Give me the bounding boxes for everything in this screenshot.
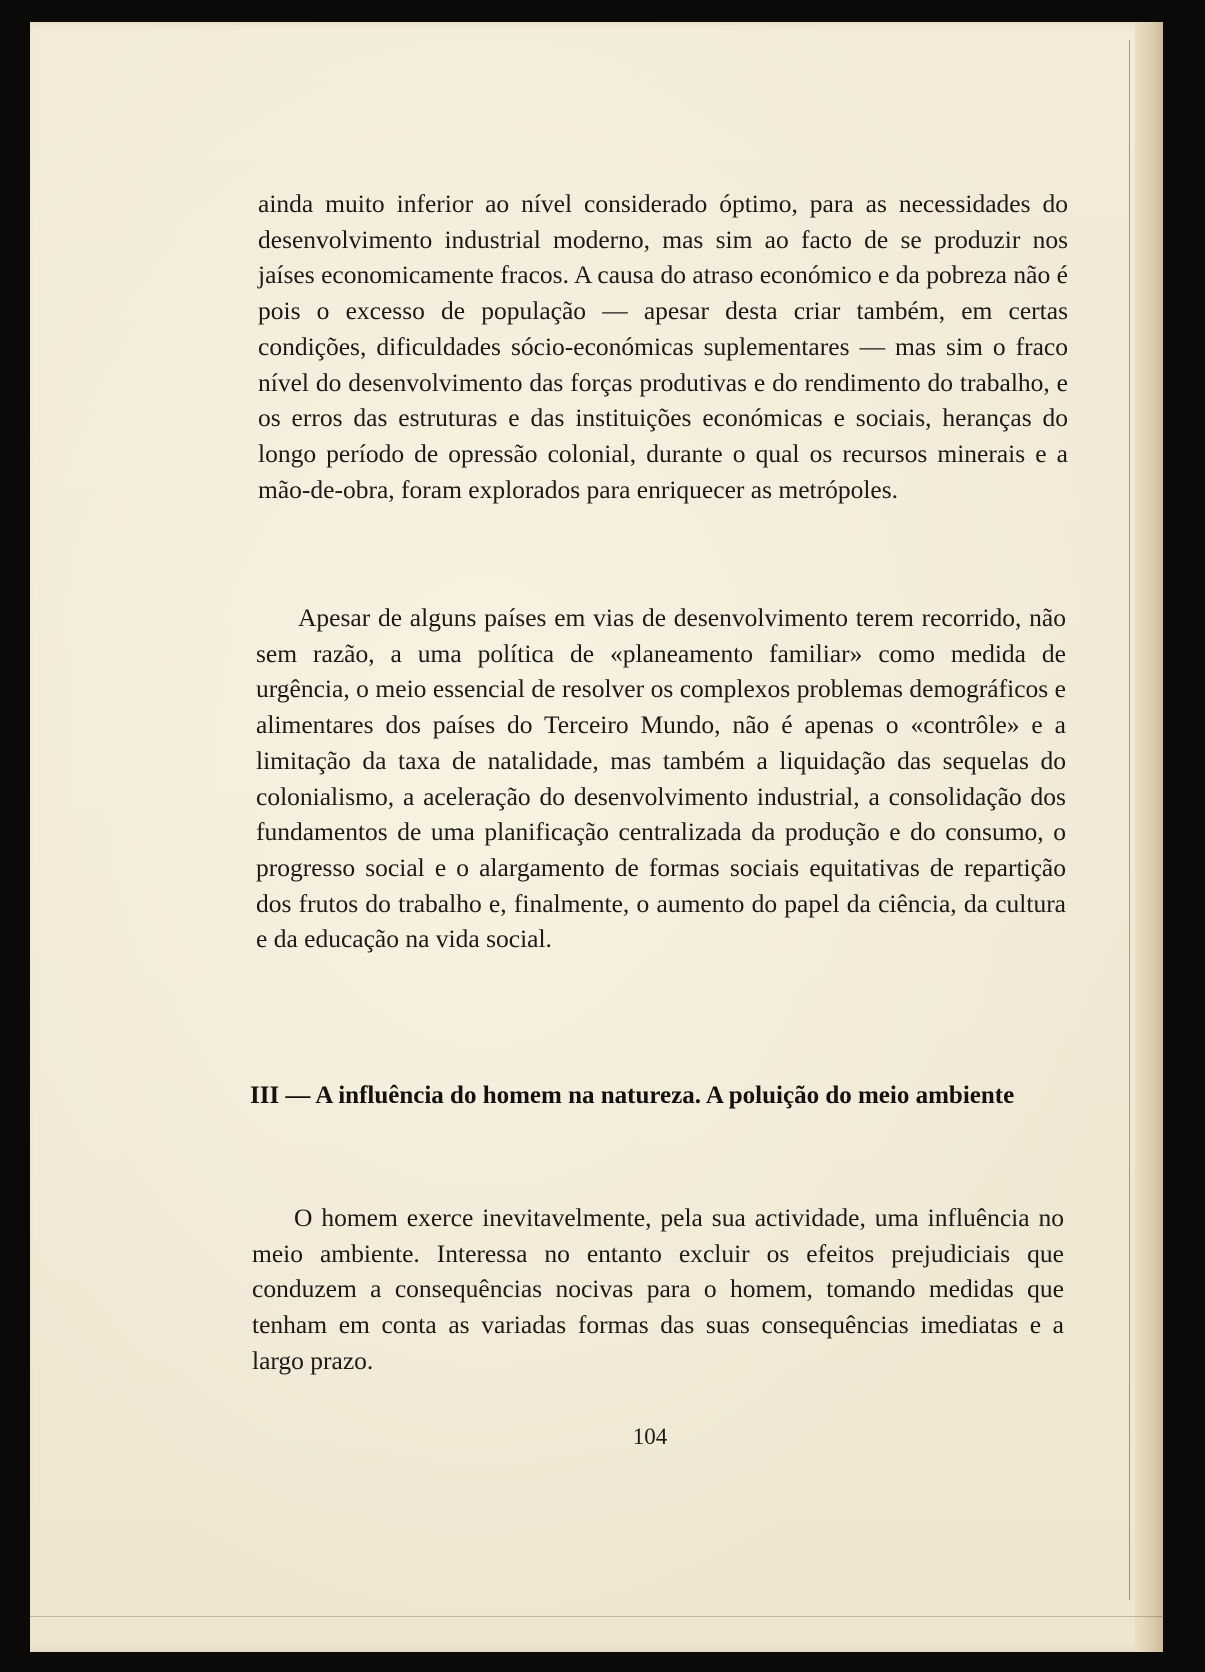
- section-heading: III — A influência do homem na natureza. A poluição do meio ambiente: [250, 1082, 1015, 1109]
- page-fold-line: [1129, 40, 1130, 1600]
- page-number: 104: [632, 1424, 668, 1449]
- body-paragraph-2: Apesar de alguns países em vias de desenvolvimento terem recorrido, não sem razão, a uma política de «planeamento familiar» como medida de urgência, o meio essencial de resolver os complexos problemas demográficos e alimentares dos países do Terceiro Mundo, não é apenas o «contrôle» e a limitação da taxa de natalidade, mas também a liquidação das sequelas do colonialismo, a aceleração do desenvolvimento industrial, a consolidação dos fundamentos de uma planificação centralizada da produção e do consumo, o progresso social e o alargamento de formas sociais equitativas de repartição dos frutos do trabalho e, finalmente, o aumento do papel da ciência, da cultura e da educação na vida social.: [256, 603, 1066, 954]
- page-edge: [1135, 22, 1165, 1652]
- scan-border: [1163, 0, 1205, 1672]
- body-paragraph-1: ainda muito inferior ao nível considerado óptimo, para as necessidades do desenvolvimento industrial moderno, mas sim ao facto de se produzir nos jaíses economicamente fracos. A causa do atraso económico e da pobreza não é pois o excesso de população — apesar desta criar também, em certas condições, dificuldades sócio-económicas suplementares — mas sim o fraco nível do desenvolvimento das forças produtivas e do rendimento do trabalho, e os erros das estruturas e das instituições económicas e sociais, heranças do longo período de opressão colonial, durante o qual os recursos minerais e a mão-de-obra, foram explorados para enriquecer as metrópoles.: [258, 189, 1068, 504]
- bottom-rule: [30, 1616, 1165, 1617]
- body-paragraph-3: O homem exerce inevitavelmente, pela sua actividade, uma influência no meio ambiente. Interessa no entanto excluir os efeitos prejudiciais que conduzem a consequências nocivas para o homem, tomando medidas que tenham em conta as variadas formas das suas consequências imediatas e a largo prazo.: [252, 1203, 1064, 1375]
